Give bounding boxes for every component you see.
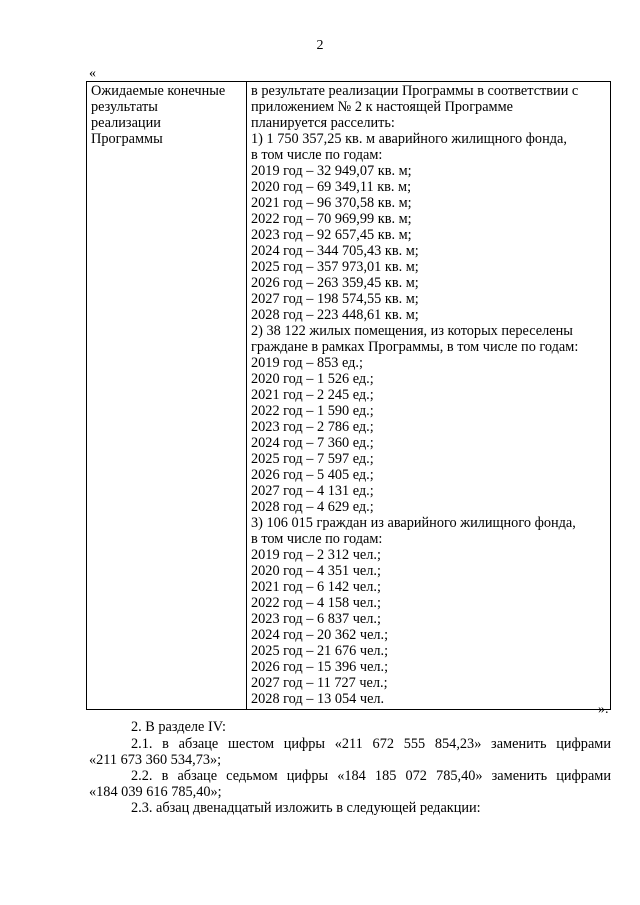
content-line: 1) 1 750 357,25 кв. м аварийного жилищного фонда,: [251, 131, 567, 147]
content-line: 2028 год – 13 054 чел.: [251, 691, 385, 707]
content-line: в том числе по годам:: [251, 147, 383, 163]
content-line: 2) 38 122 жилых помещения, из которых переселены: [251, 323, 573, 339]
content-line: 2028 год – 4 629 ед.;: [251, 499, 374, 515]
content-line: планируется расселить:: [251, 115, 395, 131]
paragraph-text: «184 039 616 785,40»;: [89, 784, 222, 800]
paragraph-2-1: [89, 736, 611, 768]
table-row: [87, 82, 611, 710]
content-line: 2024 год – 20 362 чел.;: [251, 627, 389, 643]
paragraph-text: 2.2. в абзаце седьмом цифры «184 185 072 785,40» заменить цифрами: [131, 768, 611, 784]
paragraph-text: 2. В разделе IV:: [131, 719, 226, 735]
content-line: 2020 год – 69 349,11 кв. м;: [251, 179, 412, 195]
content-line: 2020 год – 1 526 ед.;: [251, 371, 374, 387]
content-line: 2028 год – 223 448,61 кв. м;: [251, 307, 419, 323]
paragraph-2-3: [89, 800, 611, 816]
content-line: 2021 год – 2 245 ед.;: [251, 387, 374, 403]
paragraph-text: 2.3. абзац двенадцатый изложить в следующей редакции:: [131, 800, 481, 816]
content-line: 2026 год – 263 359,45 кв. м;: [251, 275, 419, 291]
content-line: 2019 год – 2 312 чел.;: [251, 547, 381, 563]
closing-quote: ».: [598, 702, 609, 717]
label-line: Программы: [91, 131, 163, 147]
content-line: 2024 год – 344 705,43 кв. м;: [251, 243, 419, 259]
content-line: 2021 год – 96 370,58 кв. м;: [251, 195, 412, 211]
paragraph-text: 2.1. в абзаце шестом цифры «211 672 555 854,23» заменить цифрами: [131, 736, 611, 752]
content-line: 2023 год – 92 657,45 кв. м;: [251, 227, 412, 243]
content-line: 2024 год – 7 360 ед.;: [251, 435, 374, 451]
content-line: приложением № 2 к настоящей Программе: [251, 99, 513, 115]
content-line: 2027 год – 198 574,55 кв. м;: [251, 291, 419, 307]
content-line: 2022 год – 70 969,99 кв. м;: [251, 211, 412, 227]
paragraph-text: «211 673 360 534,73»;: [89, 752, 222, 768]
content-line: 2021 год – 6 142 чел.;: [251, 579, 381, 595]
content-line: 2026 год – 15 396 чел.;: [251, 659, 389, 675]
content-line: 2022 год – 4 158 чел.;: [251, 595, 381, 611]
content-line: 2023 год – 6 837 чел.;: [251, 611, 381, 627]
passport-table: [86, 81, 611, 710]
opening-quote: «: [89, 66, 96, 81]
paragraph-2-2: [89, 768, 611, 800]
content-line: 2027 год – 4 131 ед.;: [251, 483, 374, 499]
label-line: реализации: [91, 115, 161, 131]
content-line: в результате реализации Программы в соответствии с: [251, 83, 579, 99]
content-cell: [247, 82, 611, 710]
page-number: 2: [316, 38, 324, 53]
label-line: результаты: [91, 99, 158, 115]
paragraph-section-iv: [89, 719, 611, 735]
content-line: 2027 год – 11 727 чел.;: [251, 675, 388, 691]
content-line: граждане в рамках Программы, в том числе по годам:: [251, 339, 579, 355]
content-line: 2023 год – 2 786 ед.;: [251, 419, 374, 435]
content-line: 2022 год – 1 590 ед.;: [251, 403, 374, 419]
content-line: 3) 106 015 граждан из аварийного жилищного фонда,: [251, 515, 576, 531]
content-line: 2025 год – 21 676 чел.;: [251, 643, 389, 659]
content-line: 2026 год – 5 405 ед.;: [251, 467, 374, 483]
content-line: 2019 год – 853 ед.;: [251, 355, 363, 371]
label-line: Ожидаемые конечные: [91, 83, 226, 99]
content-line: 2020 год – 4 351 чел.;: [251, 563, 381, 579]
label-cell: [87, 82, 247, 710]
content-line: 2025 год – 357 973,01 кв. м;: [251, 259, 419, 275]
content-line: 2025 год – 7 597 ед.;: [251, 451, 374, 467]
content-line: в том числе по годам:: [251, 531, 383, 547]
content-line: 2019 год – 32 949,07 кв. м;: [251, 163, 412, 179]
